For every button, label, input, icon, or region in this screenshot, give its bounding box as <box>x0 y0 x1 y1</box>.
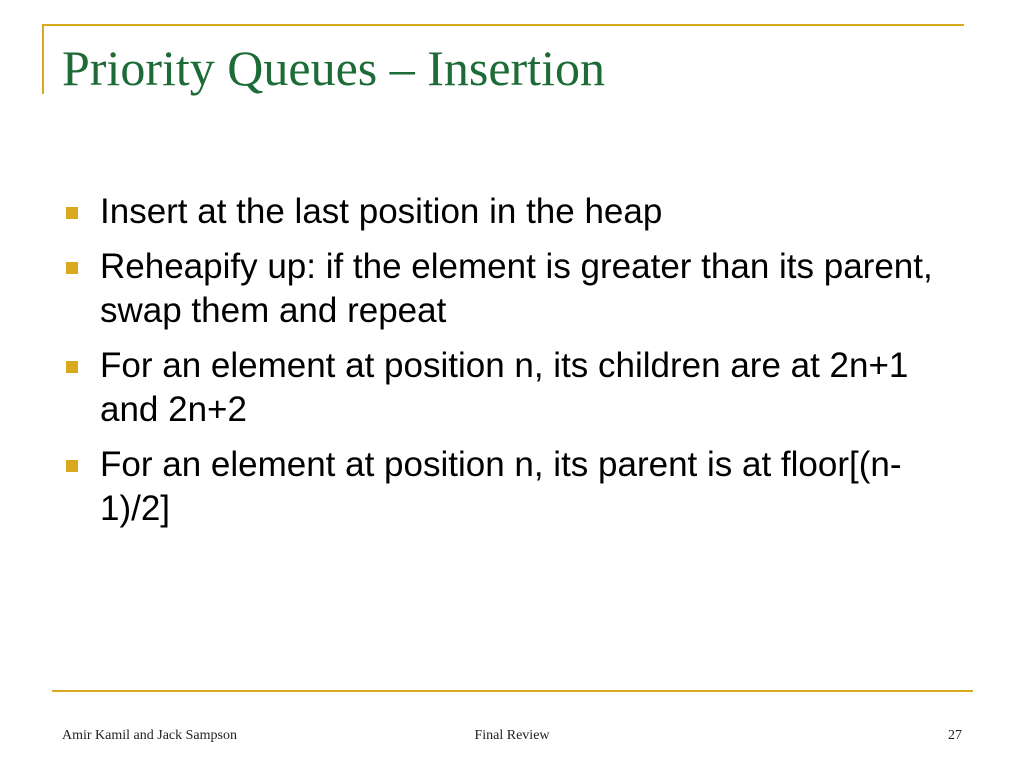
footer-authors: Amir Kamil and Jack Sampson <box>62 728 237 743</box>
frame-left-line <box>42 24 44 94</box>
bullet-list <box>62 190 962 542</box>
footer-page-number: 27 <box>948 728 962 743</box>
bullet-item <box>62 245 962 333</box>
square-bullet-icon <box>66 207 78 219</box>
footer-divider <box>52 690 973 692</box>
bullet-text: Insert at the last position in the heap <box>100 192 663 231</box>
bullet-text: For an element at position n, its parent is at floor[(n-1)/2] <box>100 445 902 528</box>
square-bullet-icon <box>66 460 78 472</box>
footer-section: Final Review <box>474 728 550 743</box>
bullet-text: Reheapify up: if the element is greater than its parent, swap them and repeat <box>100 247 933 330</box>
square-bullet-icon <box>66 262 78 274</box>
square-bullet-icon <box>66 361 78 373</box>
frame-top-line <box>42 24 964 26</box>
bullet-item <box>62 443 962 531</box>
bullet-item <box>62 190 962 234</box>
slide-title: Priority Queues – Insertion <box>62 40 605 96</box>
bullet-item <box>62 344 962 432</box>
bullet-text: For an element at position n, its children are at 2n+1 and 2n+2 <box>100 346 909 429</box>
